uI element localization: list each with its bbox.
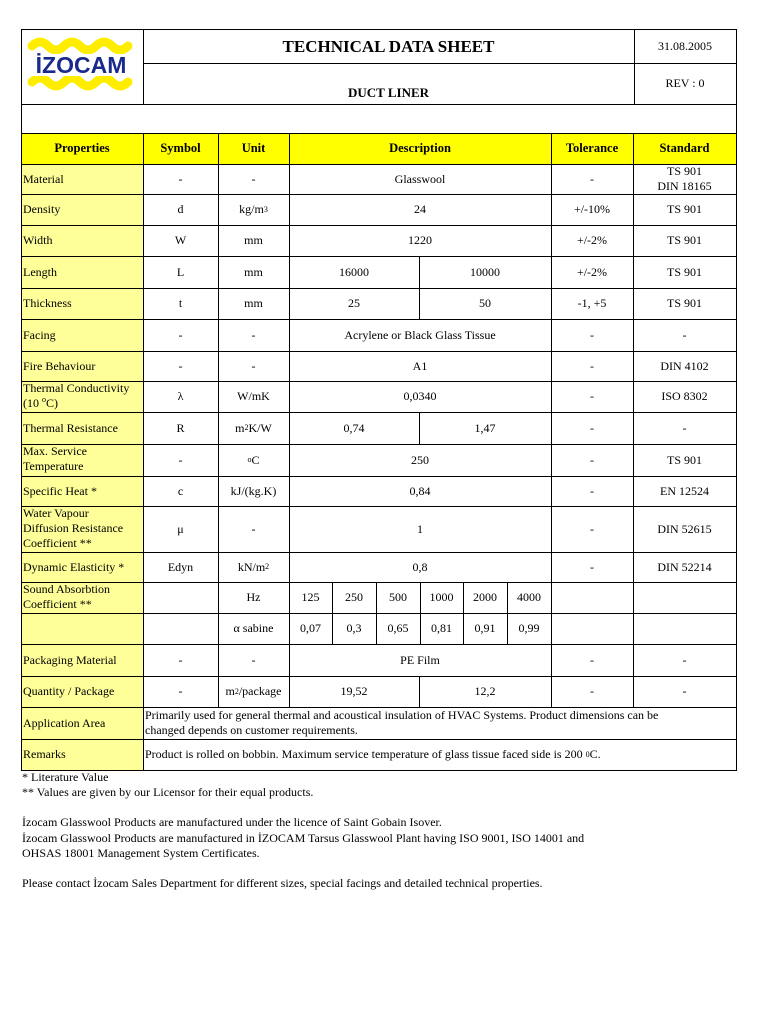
unit-density: kg/m 3	[239, 202, 268, 216]
symbol-thermal-resistance: R	[176, 420, 185, 435]
tol-quantity: -	[590, 684, 594, 698]
grid-line	[463, 582, 464, 644]
std-width: TS 901	[666, 233, 702, 247]
tol-facing: -	[590, 327, 594, 342]
prop-max-service-temperature	[21, 444, 143, 476]
grid-line	[21, 506, 737, 507]
product-name: DUCT LINER	[347, 84, 430, 100]
col-description: Description	[289, 133, 551, 164]
std-fire: DIN 4102	[660, 358, 709, 373]
symbol-max-temp: -	[178, 452, 183, 467]
grid-line	[21, 770, 737, 771]
desc-width: 1220	[408, 233, 432, 247]
prop-application-area: Application Area	[23, 715, 106, 730]
prop-length: Length	[23, 264, 57, 279]
grid-line	[21, 707, 737, 708]
symbol-facing: -	[178, 327, 183, 342]
unit-specific-heat: kJ/(kg.K)	[230, 483, 277, 498]
grid-line	[633, 133, 634, 707]
tol-vapour: -	[590, 521, 594, 536]
desc-thermal-resistance-1: 0,74	[343, 420, 365, 435]
tol-length: +/-2%	[576, 264, 608, 279]
unit-sound-alpha: α sabine	[233, 621, 274, 635]
std-facing: -	[682, 327, 687, 342]
desc-thickness-1: 25	[348, 296, 360, 310]
grid-line	[143, 29, 144, 104]
grid-line	[21, 29, 737, 30]
application-text	[143, 707, 736, 739]
grid-line	[21, 194, 737, 195]
prop-thermal-conductivity-line2	[23, 396, 58, 411]
prop-thickness: Thickness	[23, 296, 72, 310]
grid-line	[21, 412, 737, 413]
grid-line	[507, 582, 508, 644]
footnote-plant: İzocam Glasswool Products are manufactured in İZOCAM Tarsus Glasswool Plant having ISO 9001, ISO 14001 and	[22, 831, 585, 845]
grid-line	[21, 288, 737, 289]
desc-length-2: 10000	[470, 264, 500, 279]
desc-quantity-2: 12,2	[474, 684, 496, 698]
tol-elasticity: -	[590, 559, 594, 574]
grid-line	[21, 164, 737, 165]
grid-line	[21, 319, 737, 320]
grid-line	[420, 582, 421, 644]
desc-density: 24	[414, 202, 426, 216]
date: 31.08.2005	[658, 38, 712, 53]
std-thickness: TS 901	[666, 296, 702, 310]
std-packaging: -	[682, 652, 687, 667]
std-thermal-resistance: -	[682, 420, 687, 435]
prop-water-vapour	[21, 506, 143, 552]
grid-line	[21, 256, 737, 257]
grid-line	[21, 644, 737, 645]
prop-specific-heat: Specific Heat *	[23, 483, 97, 498]
desc-length-1: 16000	[339, 264, 369, 279]
grid-line	[419, 676, 420, 707]
unit-length: mm	[244, 264, 263, 279]
prop-sound-absorbtion	[21, 582, 143, 613]
revision: REV : 0	[665, 75, 705, 90]
desc-facing: Acrylene or Black Glass Tissue	[344, 327, 496, 342]
grid-line	[21, 476, 737, 477]
footnote-licensor: ** Values are given by our Licensor for their equal products.	[22, 785, 314, 799]
alpha-500: 0,65	[387, 621, 409, 635]
unit-thermal-resistance: m 2 K/W	[235, 420, 272, 435]
std-material-line2: DIN 18165	[657, 179, 712, 193]
remarks-text: Product is rolled on bobbin. Maximum service temperature of glass tissue faced side is 200 0 C.	[145, 747, 601, 761]
desc-material: Glasswool	[394, 171, 446, 186]
desc-elasticity: 0,8	[412, 559, 428, 574]
unit-elasticity: kN/m 2	[237, 559, 270, 574]
col-standard: Standard	[633, 133, 736, 164]
footnote-literature: * Literature Value	[22, 770, 109, 784]
remarks-post: C.	[589, 747, 601, 761]
grid-line	[21, 582, 737, 583]
unit-quantity: m 2 /package	[225, 684, 282, 698]
freq-125: 125	[301, 590, 320, 604]
unit-material: -	[251, 171, 256, 186]
unit-facing: -	[251, 327, 256, 342]
grid-line	[21, 676, 737, 677]
prop-width: Width	[23, 233, 53, 247]
remarks-pre: Product is rolled on bobbin. Maximum service temperature of glass tissue faced side is 200	[145, 747, 586, 761]
symbol-vapour: μ	[177, 521, 184, 536]
alpha-125: 0,07	[300, 621, 321, 635]
symbol-elasticity: Edyn	[167, 559, 194, 574]
std-material-line1: TS 901	[666, 164, 702, 178]
desc-thermal-resistance-2: 1,47	[474, 420, 496, 435]
tr-unit-post: K/W	[248, 420, 272, 435]
alpha-4000: 0,99	[518, 621, 540, 635]
std-elasticity: DIN 52214	[657, 559, 712, 574]
symbol-quantity: -	[178, 684, 183, 698]
footnote-contact: Please contact İzocam Sales Department for different sizes, special facings and detailed technical properties.	[22, 876, 543, 890]
col-tolerance: Tolerance	[551, 133, 633, 164]
std-length: TS 901	[666, 264, 702, 279]
unit-packaging: -	[251, 652, 256, 667]
grid-line	[21, 613, 737, 614]
unit-density-text: kg/m	[239, 202, 264, 216]
col-unit: Unit	[218, 133, 289, 164]
prop-max-temp-line2: Temperature	[23, 459, 84, 473]
prop-thermal-conductivity	[21, 381, 143, 412]
freq-250: 250	[345, 590, 363, 604]
symbol-packaging: -	[178, 652, 183, 667]
prop-max-temp-line1: Max. Service	[23, 444, 87, 458]
prop-vapour-line2: Diffusion Resistance	[23, 521, 124, 535]
grid-line	[21, 381, 737, 382]
tol-thermal-conductivity: -	[590, 389, 594, 403]
grid-line	[21, 739, 737, 740]
prop-material: Material	[23, 171, 64, 186]
tol-fire: -	[590, 358, 594, 373]
alpha-2000: 0,91	[474, 621, 496, 635]
qty-unit-pre: m	[225, 684, 235, 698]
prop-sound-line1: Sound Absorbtion	[23, 582, 111, 596]
col-symbol: Symbol	[143, 133, 218, 164]
grid-line	[21, 104, 737, 105]
freq-1000: 1000	[429, 590, 454, 604]
tc-post: C)	[46, 396, 58, 410]
tol-density: +/-10%	[573, 202, 611, 216]
grid-line	[634, 29, 635, 104]
prop-vapour-line3: Coefficient **	[23, 536, 92, 550]
izocam-logo	[26, 32, 138, 100]
application-line1: Primarily used for general thermal and acoustical insulation of HVAC Systems. Product dimensions can be	[145, 708, 659, 722]
grid-line	[21, 29, 22, 770]
freq-2000: 2000	[473, 590, 497, 604]
el-unit: kN/m	[237, 559, 266, 574]
desc-quantity-1: 19,52	[340, 684, 368, 698]
desc-thermal-conductivity: 0,0340	[403, 389, 437, 403]
prop-remarks: Remarks	[23, 747, 66, 761]
page-title: TECHNICAL DATA SHEET	[282, 36, 495, 56]
prop-sound-line2: Coefficient **	[23, 597, 92, 611]
desc-vapour: 1	[417, 521, 423, 536]
tol-thickness: -1, +5	[577, 296, 607, 310]
grid-line	[551, 133, 552, 707]
grid-line	[419, 412, 420, 444]
grid-line	[143, 707, 144, 770]
grid-line	[143, 133, 144, 707]
prop-facing: Facing	[23, 327, 56, 342]
tc-pre: (10	[23, 396, 42, 410]
symbol-specific-heat: c	[177, 483, 184, 498]
alpha-250: 0,3	[346, 621, 362, 635]
tr-unit-pre: m	[235, 420, 245, 435]
freq-500: 500	[389, 590, 407, 604]
grid-line	[21, 552, 737, 553]
std-vapour: DIN 52615	[657, 521, 712, 536]
unit-thermal-conductivity: W/mK	[237, 389, 270, 403]
unit-sound-hz: Hz	[246, 590, 261, 604]
svg-text:İZOCAM: İZOCAM	[35, 52, 127, 78]
qty-unit-post: /package	[238, 684, 282, 698]
desc-specific-heat: 0,84	[409, 483, 431, 498]
footnote-certificates: OHSAS 18001 Management System Certificates.	[22, 846, 260, 860]
tol-material: -	[590, 171, 594, 186]
grid-line	[143, 63, 736, 64]
unit-fire: -	[251, 358, 256, 373]
symbol-width: W	[174, 233, 187, 247]
symbol-thickness: t	[178, 296, 183, 310]
symbol-density: d	[177, 202, 184, 216]
prop-quantity-package: Quantity / Package	[23, 684, 115, 698]
symbol-thermal-conductivity: λ	[177, 389, 184, 403]
footnote-licence: İzocam Glasswool Products are manufactured under the licence of Saint Gobain Isover.	[22, 815, 442, 829]
unit-thickness: mm	[244, 296, 263, 310]
tol-specific-heat: -	[590, 483, 594, 498]
desc-max-temp: 250	[411, 452, 429, 467]
prop-dynamic-elasticity: Dynamic Elasticity *	[23, 559, 125, 574]
symbol-material: -	[178, 171, 183, 186]
tol-thermal-resistance: -	[590, 420, 594, 435]
freq-4000: 4000	[517, 590, 541, 604]
tol-max-temp: -	[590, 452, 594, 467]
tol-packaging: -	[590, 652, 594, 667]
std-quantity: -	[682, 684, 687, 698]
std-thermal-conductivity: ISO 8302	[661, 389, 708, 403]
unit-max-temp: o C	[247, 452, 260, 467]
desc-fire: A1	[412, 358, 428, 373]
symbol-fire: -	[178, 358, 183, 373]
std-density: TS 901	[666, 202, 702, 216]
grid-line	[218, 133, 219, 707]
std-specific-heat: EN 12524	[660, 483, 709, 498]
std-material	[633, 164, 736, 194]
alpha-1000: 0,81	[431, 621, 452, 635]
unit-width: mm	[244, 233, 263, 247]
grid-line	[289, 133, 290, 707]
grid-line	[21, 133, 737, 134]
grid-line	[332, 582, 333, 644]
grid-line	[419, 256, 420, 319]
grid-line	[736, 29, 737, 770]
prop-packaging-material: Packaging Material	[23, 652, 117, 667]
grid-line	[21, 225, 737, 226]
grid-line	[21, 444, 737, 445]
prop-thermal-conductivity-line1: Thermal Conductivity	[23, 381, 130, 395]
prop-vapour-line1: Water Vapour	[23, 506, 89, 520]
mt-unit-post: C	[251, 452, 260, 467]
symbol-length: L	[176, 264, 185, 279]
tol-width: +/-2%	[576, 233, 608, 247]
prop-density: Density	[23, 202, 61, 216]
desc-packaging: PE Film	[400, 652, 440, 667]
col-properties: Properties	[21, 133, 143, 164]
grid-line	[376, 582, 377, 644]
prop-thermal-resistance: Thermal Resistance	[23, 420, 118, 435]
desc-thickness-2: 50	[479, 296, 491, 310]
prop-fire-behaviour: Fire Behaviour	[23, 358, 96, 373]
grid-line	[21, 351, 737, 352]
std-max-temp: TS 901	[666, 452, 702, 467]
tc-sup: o	[42, 395, 46, 404]
unit-vapour: -	[251, 521, 256, 536]
application-line2: changed depends on customer requirements.	[145, 723, 358, 737]
